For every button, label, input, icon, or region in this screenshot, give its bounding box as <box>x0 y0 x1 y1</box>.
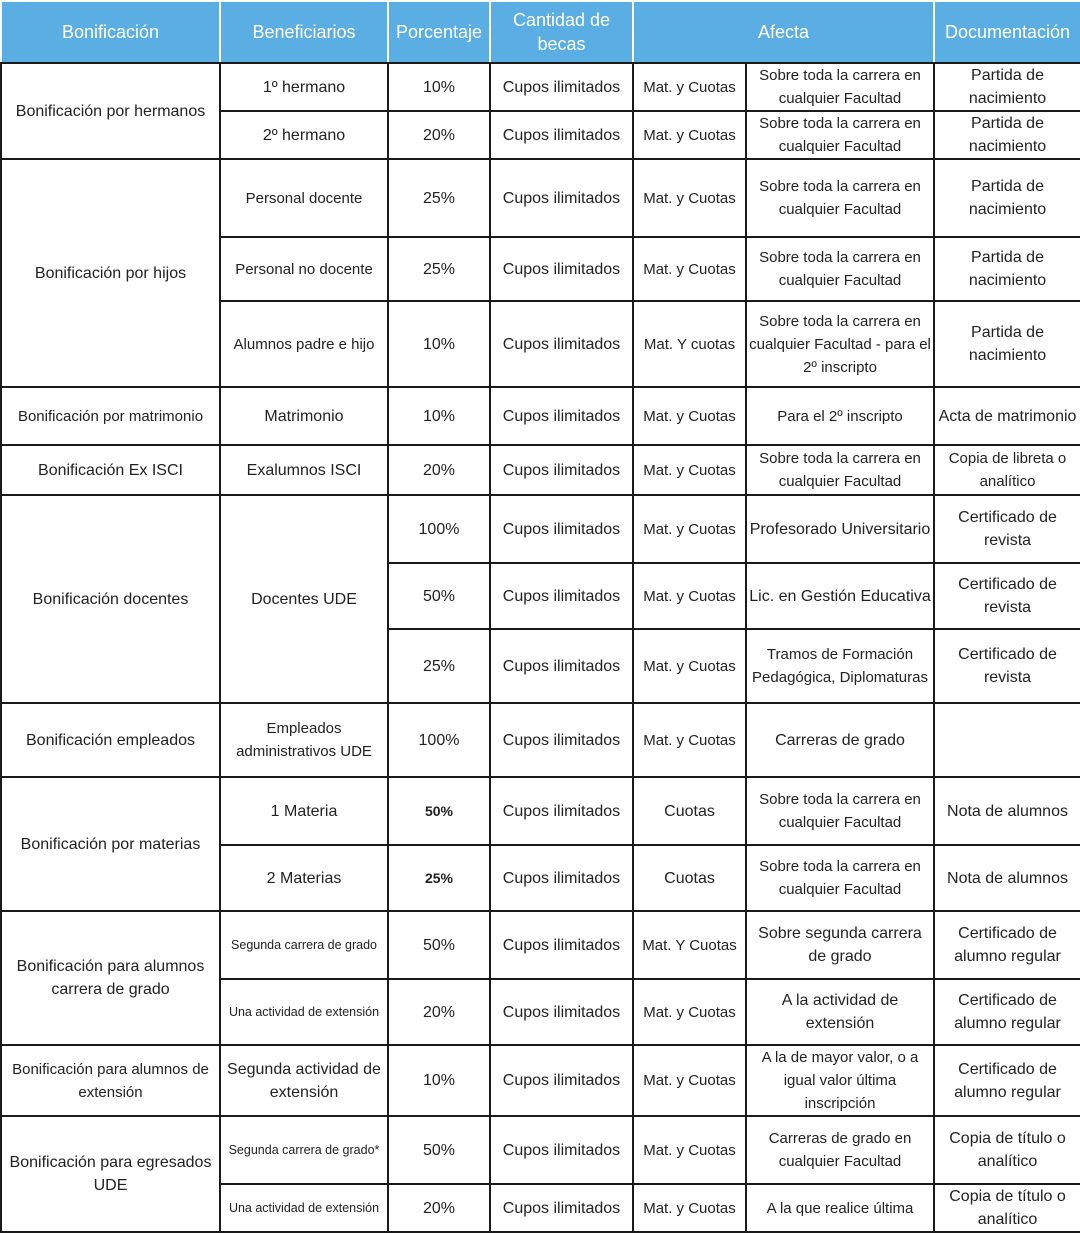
table-row <box>1 1116 1080 1184</box>
doc-cell: Acta de matrimonio <box>934 387 1080 445</box>
group-cell: Bonificación Ex ISCI <box>1 445 220 495</box>
table-row <box>1 703 1080 777</box>
porcentaje-cell: 20% <box>388 1184 490 1232</box>
beneficiario-cell: 1 Materia <box>220 777 388 845</box>
beneficiario-cell: Una actividad de extensión <box>220 979 388 1045</box>
col-header-beneficiarios: Beneficiarios <box>220 1 388 63</box>
porcentaje-cell: 25% <box>388 845 490 911</box>
alcance-cell: Sobre toda la carrera en cualquier Facultad <box>746 777 934 845</box>
porcentaje-cell: 10% <box>388 1045 490 1116</box>
col-header-documentacion: Documentación <box>934 1 1080 63</box>
alcance-cell: Profesorado Universitario <box>746 495 934 563</box>
tipo-cell: Mat. Y cuotas <box>633 301 746 387</box>
porcentaje-cell: 100% <box>388 495 490 563</box>
alcance-cell: Sobre segunda carrera de grado <box>746 911 934 979</box>
group-cell: Bonificación docentes <box>1 495 220 703</box>
table-row <box>1 777 1080 845</box>
tipo-cell: Mat. y Cuotas <box>633 1184 746 1232</box>
group-cell: Bonificación por matrimonio <box>1 387 220 445</box>
porcentaje-cell: 25% <box>388 237 490 301</box>
alcance-cell: Carreras de grado en cualquier Facultad <box>746 1116 934 1184</box>
porcentaje-cell: 100% <box>388 703 490 777</box>
porcentaje-cell: 10% <box>388 63 490 111</box>
doc-cell: Certificado de alumno regular <box>934 979 1080 1045</box>
alcance-cell: Sobre toda la carrera en cualquier Facultad - para el 2º inscripto <box>746 301 934 387</box>
cantidad-cell: Cupos ilimitados <box>490 979 633 1045</box>
beneficiario-cell: Exalumnos ISCI <box>220 445 388 495</box>
beneficiario-cell: Empleados administrativos UDE <box>220 703 388 777</box>
tipo-cell: Mat. y Cuotas <box>633 703 746 777</box>
doc-cell: Partida de nacimiento <box>934 237 1080 301</box>
porcentaje-cell: 25% <box>388 629 490 703</box>
alcance-cell: Tramos de Formación Pedagógica, Diplomaturas <box>746 629 934 703</box>
tipo-cell: Mat. y Cuotas <box>633 63 746 111</box>
alcance-cell: A la actividad de extensión <box>746 979 934 1045</box>
tipo-cell: Cuotas <box>633 777 746 845</box>
cantidad-cell: Cupos ilimitados <box>490 1045 633 1116</box>
beneficiario-cell: 2 Materias <box>220 845 388 911</box>
cantidad-cell: Cupos ilimitados <box>490 495 633 563</box>
tipo-cell: Mat. y Cuotas <box>633 387 746 445</box>
tipo-cell: Mat. y Cuotas <box>633 445 746 495</box>
tipo-cell: Mat. y Cuotas <box>633 563 746 629</box>
doc-cell: Copia de libreta o analítico <box>934 445 1080 495</box>
doc-cell: Certificado de alumno regular <box>934 1045 1080 1116</box>
group-cell: Bonificación para alumnos de extensión <box>1 1045 220 1116</box>
tipo-cell: Mat. y Cuotas <box>633 979 746 1045</box>
porcentaje-cell: 20% <box>388 111 490 159</box>
table-row <box>1 159 1080 237</box>
col-header-cantidad: Cantidad de becas <box>490 1 633 63</box>
doc-cell: Copia de título o analítico <box>934 1184 1080 1232</box>
doc-cell: Partida de nacimiento <box>934 63 1080 111</box>
beneficiario-cell: Una actividad de extensión <box>220 1184 388 1232</box>
tipo-cell: Mat. y Cuotas <box>633 629 746 703</box>
table-row <box>1 1045 1080 1116</box>
cantidad-cell: Cupos ilimitados <box>490 301 633 387</box>
beneficiario-cell: Personal no docente <box>220 237 388 301</box>
doc-cell: Certificado de revista <box>934 495 1080 563</box>
alcance-cell: Sobre toda la carrera en cualquier Facultad <box>746 111 934 159</box>
doc-cell: Partida de nacimiento <box>934 111 1080 159</box>
cantidad-cell: Cupos ilimitados <box>490 445 633 495</box>
doc-cell: Certificado de alumno regular <box>934 911 1080 979</box>
beneficiario-cell: Segunda carrera de grado* <box>220 1116 388 1184</box>
header-row <box>1 1 1080 63</box>
cantidad-cell: Cupos ilimitados <box>490 111 633 159</box>
group-cell: Bonificación para alumnos carrera de grado <box>1 911 220 1045</box>
col-header-porcentaje: Porcentaje <box>388 1 490 63</box>
beneficiario-cell: Docentes UDE <box>220 495 388 703</box>
doc-cell: Nota de alumnos <box>934 845 1080 911</box>
porcentaje-cell: 20% <box>388 445 490 495</box>
table-row <box>1 445 1080 495</box>
alcance-cell: A la que realice última <box>746 1184 934 1232</box>
tipo-cell: Mat. y Cuotas <box>633 495 746 563</box>
porcentaje-cell: 10% <box>388 301 490 387</box>
cantidad-cell: Cupos ilimitados <box>490 63 633 111</box>
table-row <box>1 63 1080 111</box>
porcentaje-cell: 50% <box>388 911 490 979</box>
doc-cell: Partida de nacimiento <box>934 301 1080 387</box>
alcance-cell: Lic. en Gestión Educativa <box>746 563 934 629</box>
porcentaje-cell: 25% <box>388 159 490 237</box>
porcentaje-cell: 20% <box>388 979 490 1045</box>
tipo-cell: Mat. y Cuotas <box>633 159 746 237</box>
alcance-cell: Sobre toda la carrera en cualquier Facultad <box>746 845 934 911</box>
tipo-cell: Cuotas <box>633 845 746 911</box>
cantidad-cell: Cupos ilimitados <box>490 629 633 703</box>
tipo-cell: Mat. y Cuotas <box>633 111 746 159</box>
alcance-cell: Para el 2º inscripto <box>746 387 934 445</box>
table-row <box>1 911 1080 979</box>
doc-cell: Certificado de revista <box>934 629 1080 703</box>
cantidad-cell: Cupos ilimitados <box>490 237 633 301</box>
doc-cell: Certificado de revista <box>934 563 1080 629</box>
beneficiario-cell: 2º hermano <box>220 111 388 159</box>
cantidad-cell: Cupos ilimitados <box>490 387 633 445</box>
alcance-cell: Sobre toda la carrera en cualquier Facultad <box>746 237 934 301</box>
doc-cell: Nota de alumnos <box>934 777 1080 845</box>
alcance-cell: Carreras de grado <box>746 703 934 777</box>
porcentaje-cell: 50% <box>388 563 490 629</box>
cantidad-cell: Cupos ilimitados <box>490 911 633 979</box>
cantidad-cell: Cupos ilimitados <box>490 777 633 845</box>
group-cell: Bonificación por hijos <box>1 159 220 387</box>
cantidad-cell: Cupos ilimitados <box>490 1184 633 1232</box>
table-row <box>1 495 1080 563</box>
alcance-cell: Sobre toda la carrera en cualquier Facultad <box>746 445 934 495</box>
group-cell: Bonificación por hermanos <box>1 63 220 159</box>
beneficiario-cell: Matrimonio <box>220 387 388 445</box>
alcance-cell: Sobre toda la carrera en cualquier Facultad <box>746 63 934 111</box>
beneficiario-cell: Segunda actividad de extensión <box>220 1045 388 1116</box>
col-header-bonificacion: Bonificación <box>1 1 220 63</box>
tipo-cell: Mat. Y Cuotas <box>633 911 746 979</box>
tipo-cell: Mat. y Cuotas <box>633 237 746 301</box>
group-cell: Bonificación por materias <box>1 777 220 911</box>
col-header-afecta: Afecta <box>633 1 934 63</box>
table-row <box>1 387 1080 445</box>
tipo-cell: Mat. y Cuotas <box>633 1116 746 1184</box>
tipo-cell: Mat. y Cuotas <box>633 1045 746 1116</box>
porcentaje-cell: 10% <box>388 387 490 445</box>
doc-cell: Partida de nacimiento <box>934 159 1080 237</box>
cantidad-cell: Cupos ilimitados <box>490 845 633 911</box>
cantidad-cell: Cupos ilimitados <box>490 703 633 777</box>
porcentaje-cell: 50% <box>388 777 490 845</box>
doc-cell: Copia de título o analítico <box>934 1116 1080 1184</box>
beneficiario-cell: Segunda carrera de grado <box>220 911 388 979</box>
beneficiario-cell: Personal docente <box>220 159 388 237</box>
cantidad-cell: Cupos ilimitados <box>490 1116 633 1184</box>
group-cell: Bonificación para egresados UDE <box>1 1116 220 1232</box>
doc-cell <box>934 703 1080 777</box>
beneficiario-cell: 1º hermano <box>220 63 388 111</box>
cantidad-cell: Cupos ilimitados <box>490 563 633 629</box>
alcance-cell: A la de mayor valor, o a igual valor última inscripción <box>746 1045 934 1116</box>
porcentaje-cell: 50% <box>388 1116 490 1184</box>
alcance-cell: Sobre toda la carrera en cualquier Facultad <box>746 159 934 237</box>
cantidad-cell: Cupos ilimitados <box>490 159 633 237</box>
beneficiario-cell: Alumnos padre e hijo <box>220 301 388 387</box>
group-cell: Bonificación empleados <box>1 703 220 777</box>
